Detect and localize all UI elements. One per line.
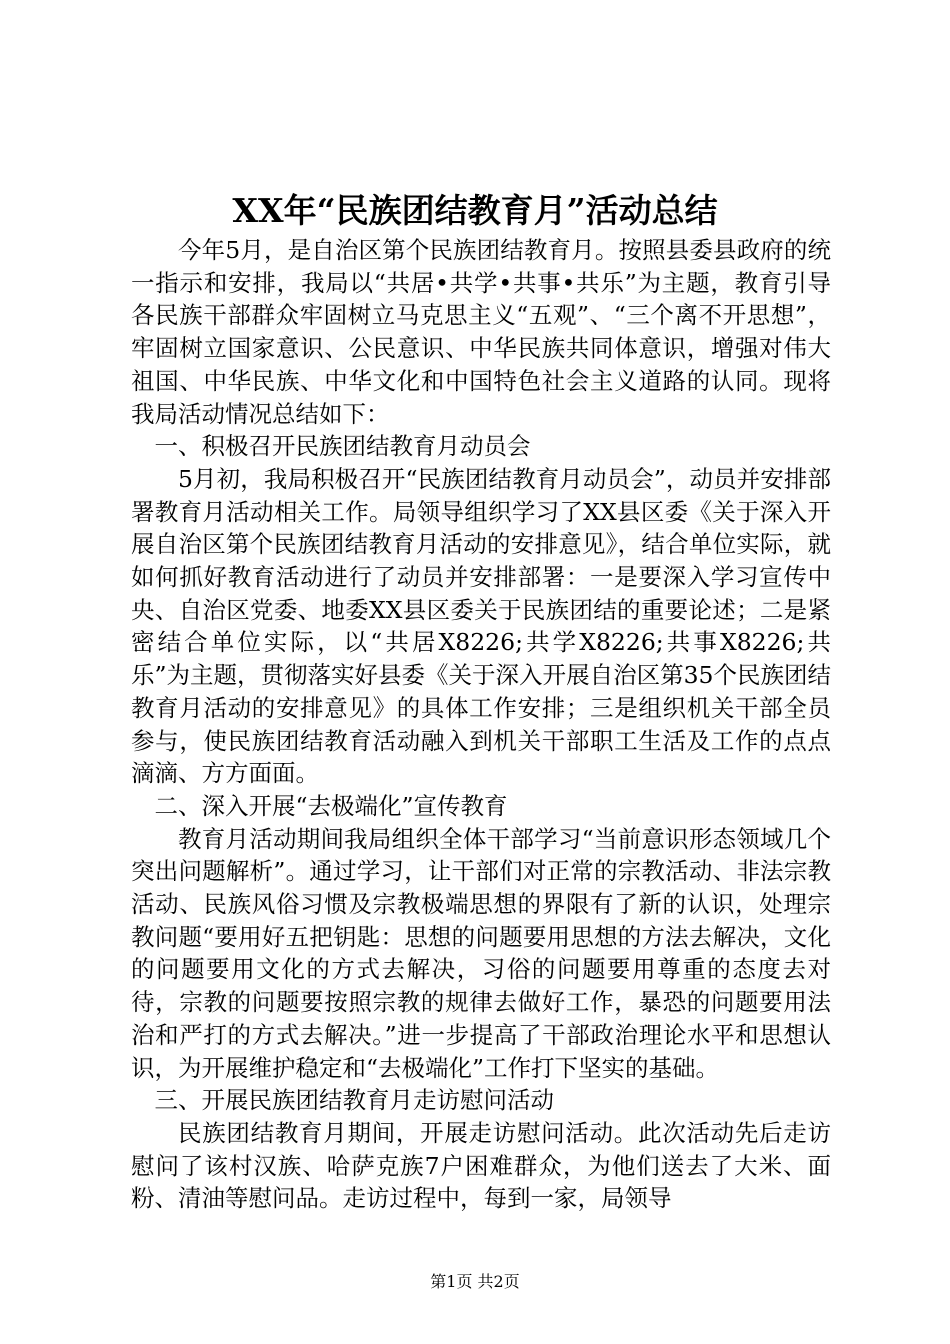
section-3-paragraph: 民族团结教育月期间，开展走访慰问活动。此次活动先后走访慰问了该村汉族、哈萨克族7户困难群众，为他们送去了大米、面粉、清油等慰问品。走访过程中，每到一家，局领导 bbox=[131, 1118, 831, 1213]
section-1-paragraph: 5月初，我局积极召开“民族团结教育月动员会”，动员并安排部署教育月活动相关工作。局领导组织学习了XX县区委《关于深入开展自治区第个民族团结教育月活动的安排意见》，结合单位实际，就如何抓好教育活动进行了动员并安排部署：一是要深入学习宣传中央、自治区党委、地委XX县区委关于民族团结的重要论述；二是紧密结合单位实际，以“共居X8226;共学X8226;共事X8226;共乐”为主题，贯彻落实好县委《关于深入开展自治区第35个民族团结教育月活动的安排意见》的具体工作安排；三是组织机关干部全员参与，使民族团结教育活动融入到机关干部职工生活及工作的点点滴滴、方方面面。 bbox=[131, 464, 831, 788]
document-title: XX年“民族团结教育月”活动总结 bbox=[232, 191, 718, 230]
section-heading-1: 一、积极召开民族团结教育月动员会 bbox=[154, 432, 531, 461]
page-footer: 第1页 共2页 bbox=[430, 1272, 520, 1291]
section-2-paragraph: 教育月活动期间我局组织全体干部学习“当前意识形态领域几个突出问题解析”。通过学习，让干部们对正常的宗教活动、非法宗教活动、民族风俗习惯及宗教极端思想的界限有了新的认识，处理宗教问题“要用好五把钥匙：思想的问题要用思想的方法去解决，文化的问题要用文化的方式去解决，习俗的问题要用尊重的态度去对待，宗教的问题要按照宗教的规律去做好工作，暴恐的问题要用法治和严打的方式去解决。”进一步提高了干部政治理论水平和思想认识，为开展维护稳定和“去极端化”工作打下坚实的基础。 bbox=[131, 824, 831, 1082]
section-heading-2: 二、深入开展“去极端化”宣传教育 bbox=[154, 791, 508, 820]
document-body bbox=[131, 234, 831, 1215]
section-heading-3: 三、开展民族团结教育月走访慰问活动 bbox=[154, 1086, 554, 1115]
intro-paragraph: 今年5月，是自治区第个民族团结教育月。按照县委县政府的统一指示和安排，我局以“共居•共学•共事•共乐”为主题，教育引导各民族干部群众牢固树立马克思主义“五观”、“三个离不开思想”，牢固树立国家意识、公民意识、中华民族共同体意识，增强对伟大祖国、中华民族、中华文化和中国特色社会主义道路的认同。现将我局活动情况总结如下： bbox=[131, 236, 831, 428]
